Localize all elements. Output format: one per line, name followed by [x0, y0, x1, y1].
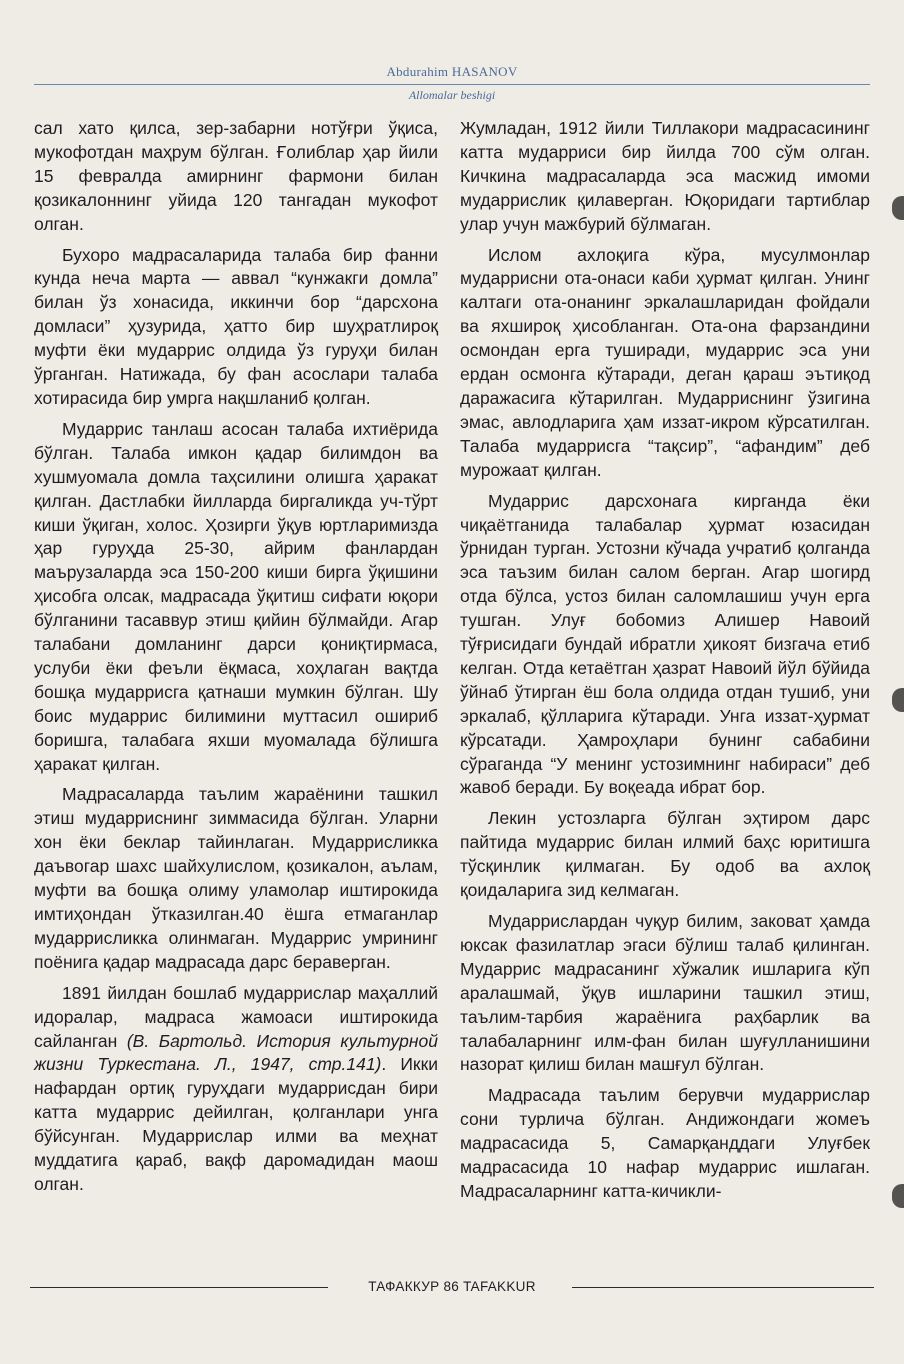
author-name: Abdurahim HASANOV — [386, 64, 518, 79]
footer-rule-right — [572, 1287, 874, 1288]
paragraph: Мударрис танлаш асосан талаба ихтиёрида бўлган. Талаба имкон қадар билимдон ва хушмуомала домла таҳсилини олишга ҳаракат қилган. Дастлабки йилларда биргаликда уч-тўрт киши ўқиган, холос. Ҳозирги ўқув юртларимизда ҳар гуруҳда 25-30, айрим фанлардан маърузаларда эса 150-200 киши бирга ўқишини ҳисобга олсак, мадрасада ўқитиш сифати юқори бўлганини тасаввур этиш қийин бўлмайди. Агар талабани домланинг дарси қониқтирмаса, услуби ёки феъли ёқмаса, хоҳлаган вақтда бошқа мударрисга қатнаши мумкин бўлган. Шу боис мударрис билимини муттасил ошириб боришга, талабага яхши муомалада бўлишга ҳаракат қилган. — [34, 418, 438, 774]
binder-hole — [892, 688, 904, 712]
page-footer — [30, 1276, 874, 1300]
paragraph: Жумладан, 1912 йили Тиллакори мадрасасининг катта мударриси бир йилда 700 сўм олган. Кичкина мадрасаларда эса масжид имоми мударрислик қилаверган. Юқоридаги тартиблар улар учун мажбурий бўлмаган. — [460, 118, 870, 234]
paragraph-text: 1891 йилдан бошлаб мударрислар маҳаллий идоралар, мадраса жамоаси иштирокида сайланган — [34, 982, 438, 1051]
paragraph: Мударрис дарсхонага кирганда ёки чиқаётганида талабалар ҳурмат юзасидан ўрнидан турган. Устозни кўчада учратиб қолганда эса таъзим билан салом берган. Агар шогирд отда бўлса, устоз билан саломлашиш учун ерга тушган. Улуғ бобомиз Алишер Навоий тўғрисидаги бундай ибратли ҳикоят бизгача етиб келган. Отда кетаётган ҳазрат Навоий йўл бўйида ўйнаб ўтирган ёш бола олдида отдан тушиб, уни эркалаб, қўлларига кўтаради. Унга иззат-ҳурмат кўрсатади. Ҳамроҳлари бунинг сабабини сўраганда “У менинг устозимнинг набираси” деб жавоб беради. Бу воқеада ибрат бор. — [460, 490, 870, 798]
footer-text: ТАФАККУР 86 TAFAKKUR — [368, 1279, 536, 1294]
header-rule — [34, 84, 870, 85]
citation: (В. Бартольд. История культурной жизни Туркестана. Л., 1947, стр.141) — [34, 1030, 438, 1075]
paragraph: Мударрислардан чуқур билим, заковат ҳамда юксак фазилатлар эгаси бўлиш талаб қилинган. Мударрис мадрасанинг хўжалик ишларига кўп аралашмай, ўқув ишларини ташкил этиш, таълим-тарбия жараёнига раҳбарлик ва талабаларнинг илм-фан билан шуғулланишини назорат қилиш билан машғул бўлган. — [460, 911, 870, 1075]
left-column — [34, 117, 438, 1204]
binder-hole — [892, 196, 904, 220]
paragraph: Бухоро мадрасаларида талаба бир фанни кунда неча марта — аввал “кунжакги домла” билан ўз хонасида, иккинчи бор “дарсхона домласи” ҳузурида, ҳатто бир шуҳратлироқ муфти ёки мударрис олдида ўз гуруҳи билан ўрганган. Натижада, бу фан асослари талаба хотирасида бир умрга нақшланиб қолган. — [34, 244, 438, 408]
paragraph: Мадрасада таълим берувчи мударрислар сони турлича бўлган. Андижондаги жомеъ мадрасасида 5, Самарқанддаги Улуғбек мадрасасида 10 нафар мударрис ишлаган. Мадрасаларнинг катта-кичикли- — [460, 1085, 870, 1201]
section-subtitle: Allomalar beshigi — [408, 88, 496, 102]
paragraph-text: . Икки нафардан ортиқ гуруҳдаги мударрисдан бири катта мударрис дейилган, қолганлари унга бўйсунган. Мударрислар илми ва меҳнат муддатига қараб, вақф даромадидан маош олган. — [34, 1054, 439, 1194]
paragraph — [34, 982, 438, 1197]
binder-hole — [892, 1184, 904, 1208]
right-column — [460, 117, 870, 1211]
page-header — [34, 58, 870, 108]
paragraph: Ислом ахлоқига кўра, мусулмонлар мударрисни ота-онаси каби ҳурмат қилган. Унинг калтаги ота-онанинг эркалашларидан фойдали ва яхшироқ ҳисобланган. Ота-она фарзандини осмондан ерга туширади, мударрис эса уни ердан осмонга кўтаради, деган қараш эътиқод даражасига кўтарилган. Мударриснинг ўзигина эмас, авлодларига ҳам иззат-икром кўрсатилган. Талаба мударрисга “тақсир”, “афандим” деб мурожаат қилган. — [460, 244, 870, 480]
paragraph: сал хато қилса, зер-забарни нотўғри ўқиса, мукофотдан маҳрум бўлган. Ғолиблар ҳар йили 15 февралда амирнинг фармони билан қозикалоннинг уйида 120 тангадан мукофот олган. — [34, 118, 438, 234]
paragraph: Лекин устозларга бўлган эҳтиром дарс пайтида мударрис билан илмий баҳс юритишга тўсқинлик қилмаган. Бу одоб ва ахлоқ қоидаларига зид келмаган. — [460, 808, 870, 901]
paragraph: Мадрасаларда таълим жараёнини ташкил этиш мударриснинг зиммасида бўлган. Уларни хон ёки беклар тайинлаган. Мударрисликка даъвогар шахс шайхулислом, қозикалон, аълам, муфти ва бошқа олиму уламолар иштирокида имтиҳондан ўтказилган.40 ёшга етмаганлар мударрисликка олинмаган. Мударрис умрининг поёнига қадар мадрасада дарс бераверган. — [34, 784, 438, 972]
